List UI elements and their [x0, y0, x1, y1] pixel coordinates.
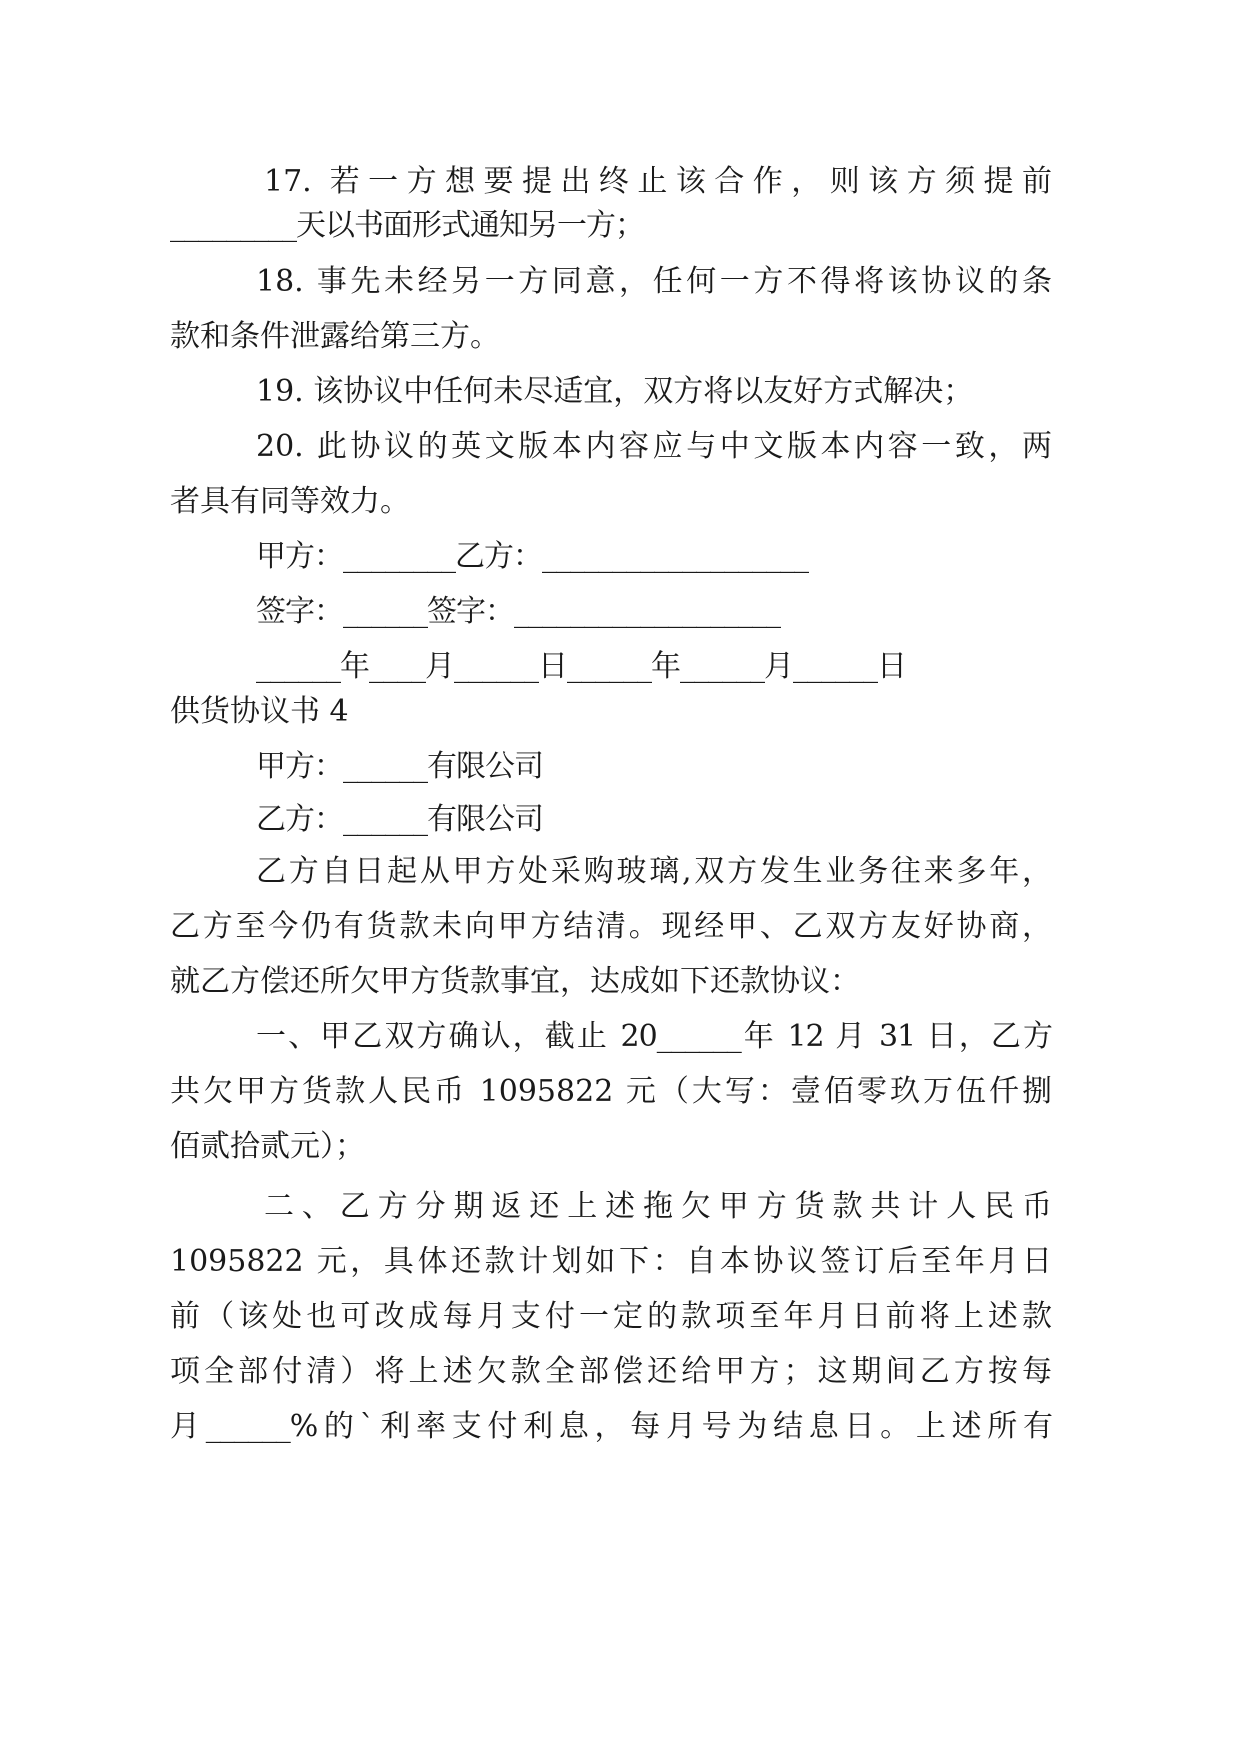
clause-18-line-2: 款和条件泄露给第三方。: [170, 319, 500, 354]
item-two-line-3: 前（该处也可改成每月支付一定的款项至年月日前将上述款: [170, 1299, 1052, 1334]
item-one-line-3: 佰贰拾贰元）；: [170, 1129, 365, 1164]
item-two-line-5: 月______%的`利率支付利息，每月号为结息日。上述所有: [170, 1409, 1052, 1444]
party-a-line: 甲方：______有限公司: [256, 749, 543, 784]
item-two-line-1: 二、乙方分期返还上述拖欠甲方货款共计人民币: [264, 1189, 1052, 1224]
intro-line-3: 就乙方偿还所欠甲方货款事宜，达成如下还款协议：: [170, 964, 860, 999]
item-one-line-2: 共欠甲方货款人民币 1095822 元（大写：壹佰零玖万伍仟捌: [170, 1074, 1052, 1109]
clause-17-line-2: _________天以书面形式通知另一方；: [170, 208, 644, 243]
clause-20-line-2: 者具有同等效力。: [170, 484, 410, 519]
clause-17-line-1: 17. 若一方想要提出终止该合作，则该方须提前: [264, 164, 1052, 199]
clause-19: 19. 该协议中任何未尽适宜，双方将以友好方式解决；: [256, 374, 974, 409]
section-title: 供货协议书 4: [170, 694, 349, 729]
signature-date-line: ______年____月______日______年______月______日: [256, 649, 906, 684]
item-two-line-4: 项全部付清）将上述欠款全部偿还给甲方；这期间乙方按每: [170, 1354, 1052, 1389]
intro-line-1: 乙方自日起从甲方处采购玻璃,双方发生业务往来多年，: [256, 854, 1052, 889]
item-two-line-2: 1095822 元，具体还款计划如下：自本协议签订后至年月日: [170, 1244, 1052, 1279]
clause-18-line-1: 18. 事先未经另一方同意，任何一方不得将该协议的条: [256, 264, 1052, 299]
signature-party-line: 甲方：________乙方：___________________: [256, 539, 808, 574]
clause-20-line-1: 20. 此协议的英文版本内容应与中文版本内容一致，两: [256, 429, 1052, 464]
signature-sign-line: 签字：______签字：___________________: [256, 594, 780, 629]
item-one-line-1: 一、甲乙双方确认，截止 20______年 12 月 31 日，乙方: [256, 1019, 1052, 1054]
party-b-line: 乙方：______有限公司: [256, 802, 543, 837]
intro-line-2: 乙方至今仍有货款未向甲方结清。现经甲、乙双方友好协商，: [170, 909, 1052, 944]
